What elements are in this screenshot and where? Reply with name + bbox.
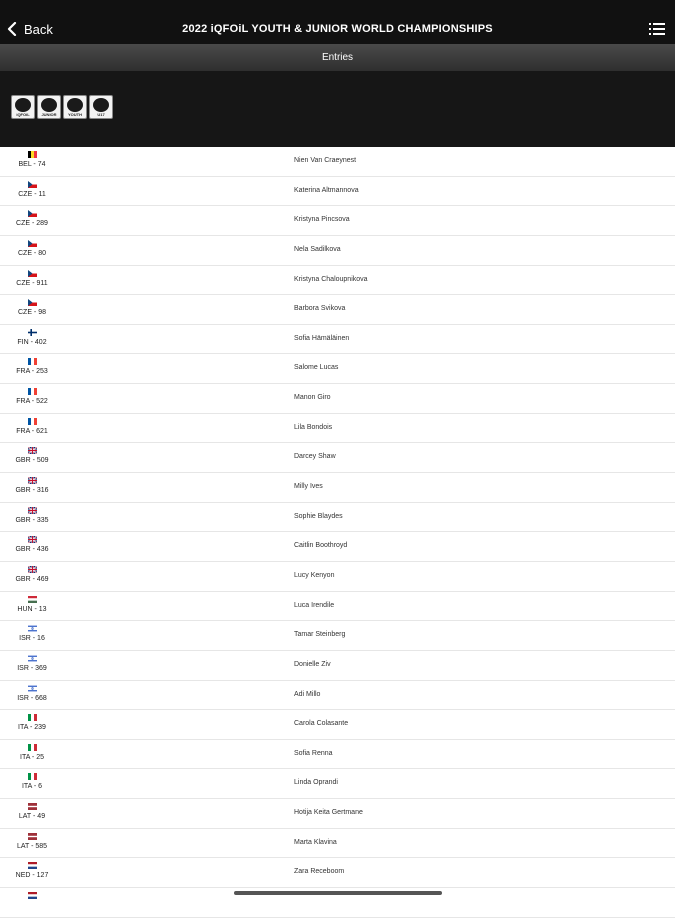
back-button-label: Back [24, 21, 53, 37]
sailor-name: Carola Colasante [294, 720, 349, 728]
entry-row[interactable] [0, 592, 675, 622]
fra-flag-icon [28, 388, 37, 395]
class-icon-2[interactable] [63, 95, 87, 119]
sailor-name: Manon Giro [294, 394, 331, 402]
cze-flag-icon [28, 299, 37, 306]
sail-number: LAT - 49 [18, 813, 46, 821]
entry-row[interactable] [0, 384, 675, 414]
sailor-name: Hotija Keita Gertmane [294, 809, 363, 817]
ita-flag-icon [28, 714, 37, 721]
iqfoil-class-icon [41, 98, 57, 112]
ned-flag-icon [28, 862, 37, 869]
back-button[interactable] [6, 18, 53, 40]
sail-number: HUN - 13 [17, 605, 47, 613]
sail-number: GBR - 335 [15, 516, 49, 524]
sailor-name: Kristyna Pincsova [294, 216, 350, 224]
sailor-name: Donielle Ziv [294, 660, 331, 668]
sailor-name: Tamar Steinberg [294, 631, 346, 639]
entry-row[interactable] [0, 354, 675, 384]
gbr-flag-icon [28, 507, 37, 514]
sailor-name: Barbora Svikova [294, 305, 346, 313]
cze-flag-icon [28, 240, 37, 247]
class-filter-bar [0, 71, 675, 147]
entry-row[interactable] [0, 858, 675, 888]
menu-icon [649, 22, 665, 36]
sailor-name: Lucy Kenyon [294, 571, 335, 579]
ned-flag-icon [28, 892, 37, 899]
sail-number: GBR - 509 [15, 457, 49, 465]
sailor-name: Luca Irendile [294, 601, 335, 609]
gbr-flag-icon [28, 477, 37, 484]
sail-number: CZE - 911 [16, 279, 48, 287]
hun-flag-icon [28, 596, 37, 603]
cze-flag-icon [28, 181, 37, 188]
section-title: Entries [0, 44, 675, 71]
sail-number: CZE - 80 [17, 249, 46, 257]
class-icon-group [11, 95, 113, 119]
class-icon-label: iQFOiL [16, 112, 30, 117]
sail-number: FIN - 402 [17, 338, 47, 346]
sail-number: CZE - 11 [18, 190, 46, 198]
sailor-name: Salome Lucas [294, 364, 339, 372]
sailor-name: Adi Millo [294, 690, 321, 698]
menu-button[interactable] [649, 22, 665, 36]
sail-number: ISR - 369 [17, 664, 47, 672]
chevron-left-icon [6, 22, 18, 36]
class-icon-3[interactable] [89, 95, 113, 119]
sailor-name: Lila Bondois [294, 423, 333, 431]
gbr-flag-icon [28, 566, 37, 573]
sail-number: ITA - 25 [20, 753, 44, 761]
sail-number: FRA - 522 [16, 398, 48, 406]
entry-row[interactable] [0, 325, 675, 355]
entry-row[interactable] [0, 414, 675, 444]
isr-flag-icon [28, 625, 37, 632]
sail-number: ITA - 6 [21, 783, 43, 791]
home-indicator [234, 891, 442, 895]
entry-row[interactable] [0, 829, 675, 859]
entry-row[interactable] [0, 562, 675, 592]
sail-number: CZE - 98 [17, 309, 46, 317]
isr-flag-icon [28, 655, 37, 662]
entry-row[interactable] [0, 147, 675, 177]
entry-row[interactable] [0, 503, 675, 533]
sail-number: CZE - 289 [16, 220, 48, 228]
entry-row[interactable] [0, 473, 675, 503]
fra-flag-icon [28, 358, 37, 365]
sail-number: BEL - 74 [18, 161, 46, 168]
entry-row[interactable] [0, 266, 675, 296]
entry-row[interactable] [0, 651, 675, 681]
sailor-name: Sofia Renna [294, 749, 333, 757]
sailor-name: Sofia Hämäläinen [294, 334, 350, 342]
sailor-name: Darcey Shaw [294, 453, 336, 461]
entry-row[interactable] [0, 532, 675, 562]
sail-number: LAT - 585 [16, 842, 48, 850]
sailor-name: Caitlin Boothroyd [294, 542, 348, 550]
navigation-bar [0, 14, 675, 44]
entry-row[interactable] [0, 295, 675, 325]
sail-number: GBR - 436 [15, 546, 49, 554]
entry-row[interactable] [0, 177, 675, 207]
sail-number: GBR - 316 [15, 487, 49, 495]
entry-row[interactable] [0, 799, 675, 829]
sail-number: ISR - 668 [17, 694, 47, 702]
cze-flag-icon [28, 270, 37, 277]
lat-flag-icon [28, 833, 37, 840]
entries-list[interactable] [0, 147, 675, 918]
fra-flag-icon [28, 418, 37, 425]
sail-number: ISR - 16 [19, 635, 45, 643]
iqfoil-class-icon [93, 98, 109, 112]
entry-row[interactable] [0, 769, 675, 799]
entry-row[interactable] [0, 443, 675, 473]
gbr-flag-icon [28, 536, 37, 543]
sailor-name: Linda Oprandi [294, 779, 338, 787]
fin-flag-icon [28, 329, 37, 336]
entry-row[interactable] [0, 710, 675, 740]
sailor-name: Katerina Altmannova [294, 186, 359, 194]
ita-flag-icon [28, 744, 37, 751]
iqfoil-class-icon [15, 98, 31, 112]
sailor-name: Nien Van Craeynest [294, 157, 357, 164]
sail-number: FRA - 621 [16, 427, 48, 435]
entry-row[interactable] [0, 740, 675, 770]
sailor-name: Marta Klavina [294, 838, 337, 846]
class-icon-label: U17 [97, 112, 105, 117]
entry-row[interactable] [0, 236, 675, 266]
iqfoil-class-icon [67, 98, 83, 112]
cze-flag-icon [28, 210, 37, 217]
sailor-name: Milly Ives [294, 483, 323, 491]
class-icon-label: JUNIOR [41, 112, 57, 117]
ita-flag-icon [28, 773, 37, 780]
class-icon-label: YOUTH [68, 112, 82, 117]
sailor-name: Nela Sadilkova [294, 245, 341, 253]
class-icon-1[interactable] [37, 95, 61, 119]
lat-flag-icon [28, 803, 37, 810]
sail-number: NED - 127 [15, 872, 49, 880]
sail-number: FRA - 253 [16, 368, 48, 376]
sailor-name: Kristyna Chaloupnikova [294, 275, 368, 283]
sail-number: GBR - 469 [15, 575, 49, 583]
page-title: 2022 iQFOiL YOUTH & JUNIOR WORLD CHAMPIONSHIPS [182, 23, 493, 35]
entry-row[interactable] [0, 681, 675, 711]
entry-row[interactable] [0, 621, 675, 651]
sailor-name: Sophie Blaydes [294, 512, 343, 520]
isr-flag-icon [28, 685, 37, 692]
sail-number: ITA - 239 [18, 724, 46, 732]
status-bar [0, 0, 675, 14]
gbr-flag-icon [28, 447, 37, 454]
bel-flag-icon [28, 151, 37, 158]
entry-row[interactable] [0, 206, 675, 236]
sailor-name: Zara Receboom [294, 868, 345, 876]
class-icon-0[interactable] [11, 95, 35, 119]
